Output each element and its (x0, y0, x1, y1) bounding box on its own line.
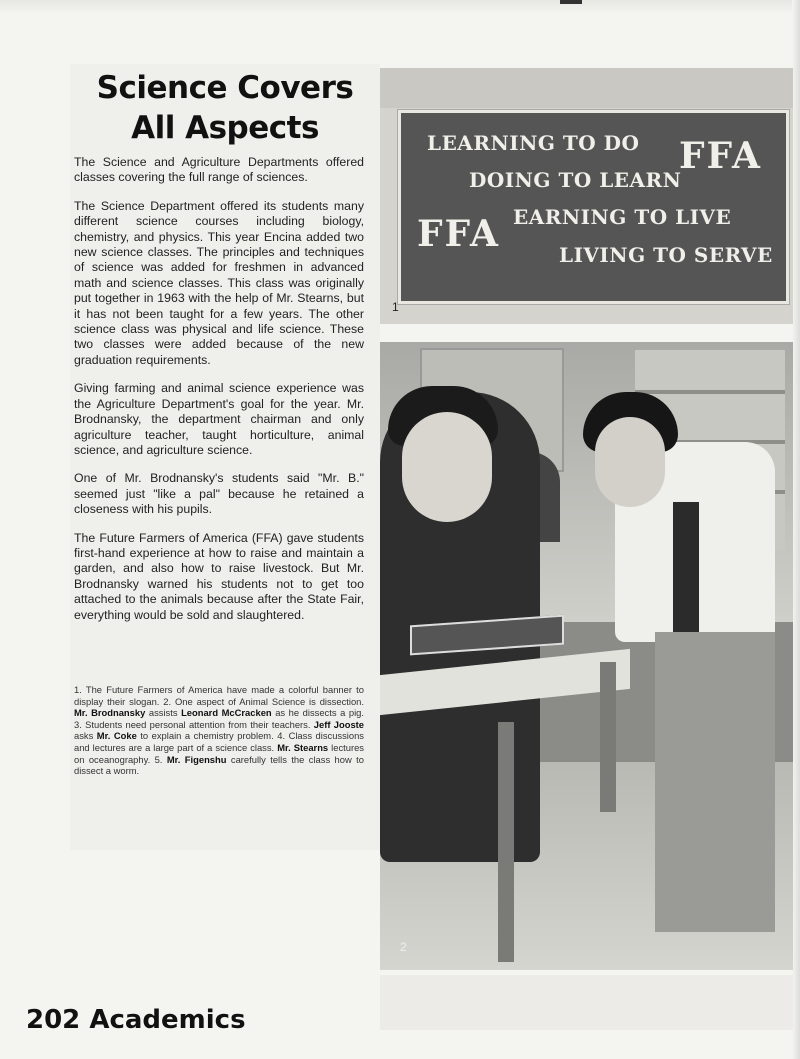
headline-line-2: All Aspects (131, 110, 319, 146)
student-face (402, 412, 492, 522)
banner-line-1: LEARNING TO DO (427, 131, 640, 155)
caption-name-brodnansky: Mr. Brodnansky (74, 707, 146, 719)
table-leg (498, 722, 514, 962)
caption-name-coke: Mr. Coke (96, 730, 137, 742)
paragraph-intro: The Science and Agriculture Departments offered classes covering the full range of sciences. (74, 155, 364, 185)
photo-ffa-banner (380, 68, 793, 324)
caption-name-stearns: Mr. Stearns (277, 741, 329, 753)
caption-text-1: 1. The Future Farmers of America have made a colorful banner to display their slogan. 2. One aspect of Animal Science is dissection. (74, 684, 364, 707)
teacher-brodnansky (555, 382, 785, 942)
banner-line-4: LIVING TO SERVE (559, 243, 773, 267)
page-footer-folio: 202 Academics (26, 1005, 246, 1035)
caption-name-mccracken: Leonard McCracken (181, 707, 272, 719)
caption-text-4: asks (74, 730, 97, 742)
facing-page-bleed (380, 975, 793, 1030)
teacher-pants (655, 632, 775, 932)
banner-line-3: EARNING TO LIVE (513, 205, 732, 229)
caption-text-3: as he dissects a pig. 3. Students need personal attention from their teachers. (74, 707, 364, 730)
paragraph-ffa: The Future Farmers of America (FFA) gave students first-hand experience at how to raise and maintain a garden, and also how to raise livestock. But Mr. Brodnansky warned his students not to get too attached to the animals because after the State Fair, everything would be sold and slaughtered. (74, 530, 364, 622)
photo-dissection-class (380, 342, 793, 970)
caption-text-7: carefully tells the class how to dissect a worm. (74, 753, 364, 777)
banner-line-2: DOING TO LEARN (469, 168, 682, 192)
caption-name-figenshu: Mr. Figenshu (166, 753, 227, 765)
photo-captions (74, 684, 364, 777)
ffa-banner (398, 110, 789, 304)
photo-number-1: 1 (392, 300, 399, 314)
paragraph-science-dept: The Science Department offered its students many different science courses including biology, chemistry, and physics. This year Encina added two new science classes. The principles and techniques of science was added for freshmen in advanced math and science classes. This class was originally put together in 1963 with the help of Mr. Stearns, but it has not been taught for a few years. The other science class was physical and life science. These two classes were added because of the new graduation requirements. (74, 198, 364, 367)
caption-text-2: assists (145, 707, 182, 719)
paragraph-student-quote: One of Mr. Brodnansky's students said "Mr. B." seemed just "like a pal" because he retained a closeness with his pupils. (74, 471, 364, 517)
scan-mark (560, 0, 582, 4)
page-headline (74, 68, 376, 148)
paragraph-agriculture-dept: Giving farming and animal science experience was the Agriculture Department's goal for the year. Mr. Brodnansky, the department chairman and only agriculture teacher, taught horticulture, animal science, and agriculture science. (74, 381, 364, 457)
teacher-face (595, 417, 665, 507)
headline-line-1: Science Covers (96, 70, 354, 106)
caption-text-6: lectures on oceanography. 5. (74, 741, 364, 765)
ffa-emblem-bottom: FFA (417, 213, 500, 255)
page-top-edge (0, 0, 800, 14)
photo-number-2: 2 (400, 940, 407, 954)
ffa-emblem-top: FFA (679, 135, 762, 177)
article-body (74, 155, 364, 636)
page-right-edge (792, 0, 800, 1059)
wall-stripe (380, 68, 793, 108)
caption-name-jooste: Jeff Jooste (313, 718, 364, 730)
caption-text-5: to explain a chemistry problem. 4. Class discussions and lectures are a large part of a science class. (74, 730, 364, 753)
